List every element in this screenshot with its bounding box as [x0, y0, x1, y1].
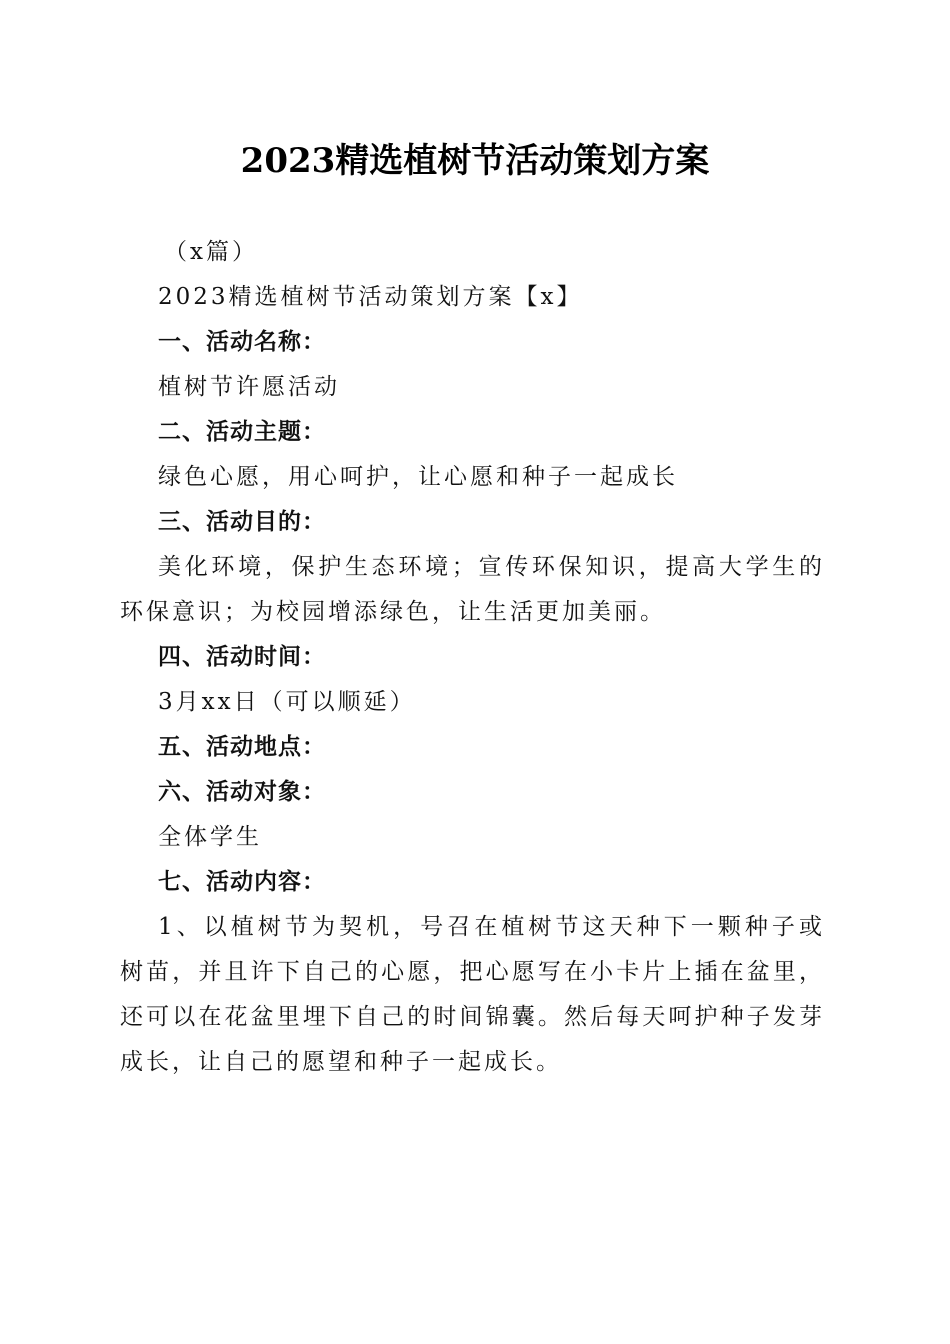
count-note: （x篇）: [164, 239, 258, 265]
section-heading-time: 四、活动时间：: [158, 644, 326, 670]
section-heading-name: 一、活动名称：: [158, 329, 326, 355]
section-value-name: 植树节许愿活动: [158, 374, 340, 400]
section-heading-theme: 二、活动主题：: [158, 419, 326, 445]
document-title: 2023精选植树节活动策划方案: [240, 141, 710, 181]
section-heading-purpose: 三、活动目的：: [158, 509, 326, 535]
section-value-content: 1、以植树节为契机，号召在植树节这天种下一颗种子或树苗，并且许下自己的心愿，把心愿写在小卡片上插在盆里，还可以在花盆里埋下自己的时间锦囊。然后每天呵护种子发芽成长，让自己的愿望和种子一起成长。: [120, 914, 825, 1075]
section-value-purpose: 美化环境，保护生态环境；宣传环保知识，提高大学生的环保意识；为校园增添绿色，让生活更加美丽。: [120, 554, 825, 625]
section-heading-target: 六、活动对象：: [158, 779, 326, 805]
section-value-target: 全体学生: [158, 824, 262, 850]
section-heading-content: 七、活动内容：: [158, 869, 326, 895]
document-subtitle: 2023精选植树节活动策划方案【x】: [158, 284, 583, 310]
section-value-theme: 绿色心愿，用心呵护，让心愿和种子一起成长: [158, 464, 678, 490]
document-body: [120, 230, 825, 1085]
section-value-time: 3月xx日（可以顺延）: [158, 689, 416, 715]
section-heading-place: 五、活动地点：: [158, 734, 326, 760]
